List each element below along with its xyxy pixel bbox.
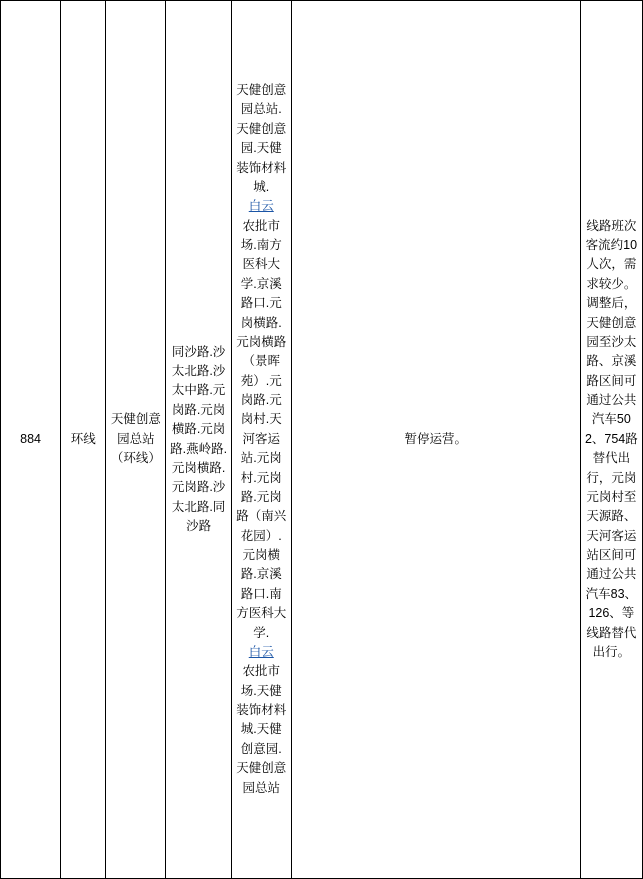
- route-path-text: 同沙路.沙太北路.沙太中路.元岗路.元岗横路.元岗路.燕岭路.元岗横路.元岗路.沙太北路.同沙路: [170, 344, 228, 533]
- cell-operation-status: [291, 1, 580, 879]
- operation-status-text: 暂停运营。: [404, 431, 468, 446]
- remarks-text: 线路班次客流约10人次，需求较少。调整后，天健创意园至沙太路、京溪路区间可通过公共汽车502、754路替代出行，元岗元岗村至天源路、天河客运站区间可通过公共汽车83、126、等线路替代出行。: [584, 218, 638, 659]
- link-baiyun-1[interactable]: 白云: [248, 199, 274, 214]
- cell-remarks: [580, 1, 642, 879]
- cell-route-number: [1, 1, 61, 879]
- route-stops-part-3: 农批市场.天健装饰材料城.天健创意园.天健创意园总站: [236, 664, 287, 795]
- route-number-text: 884: [20, 431, 42, 446]
- route-stops-part-2: 农批市场.南方医科大学.京溪路口.元岗横路.元岗横路（景晖苑）.元岗路.元岗村.天河客运站.元岗村.元岗路.元岗路（南兴花园）.元岗横路.京溪路口.南方医科大学.: [236, 218, 287, 640]
- cell-route-path: [166, 1, 231, 879]
- table-row: [1, 1, 643, 879]
- cell-route-stops: [231, 1, 291, 879]
- cell-route-name: [106, 1, 166, 879]
- route-stops-part-1: 天健创意园总站.天健创意园.天健装饰材料城.: [236, 83, 287, 194]
- route-name-text: 天健创意园总站（环线）: [110, 412, 161, 466]
- link-baiyun-2[interactable]: 白云: [248, 644, 274, 659]
- cell-route-type: [61, 1, 106, 879]
- route-type-text: 环线: [70, 431, 96, 446]
